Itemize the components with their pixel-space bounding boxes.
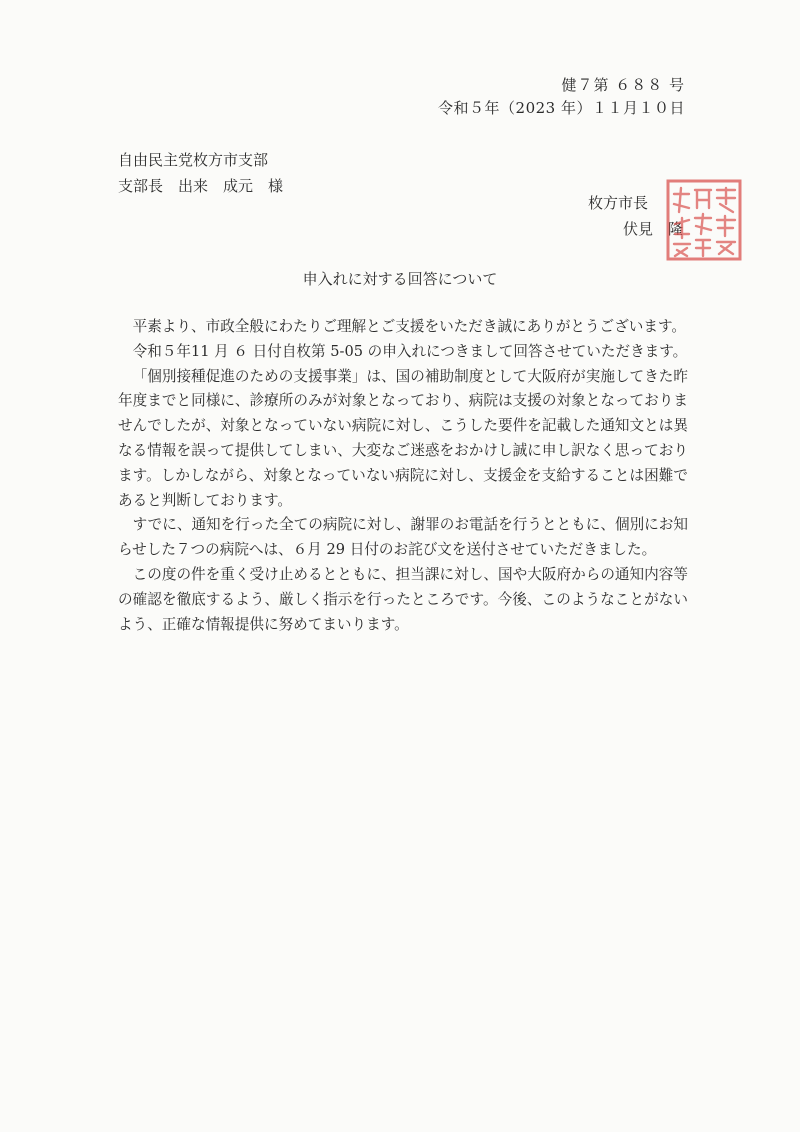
document-number: 健７第 ６８８ 号 [561,76,685,94]
sender-title: 枚方市長 [588,194,649,212]
subject-heading: 申入れに対する回答について [302,270,498,288]
document-date: 令和５年（2023 年）１１月１０日 [438,99,685,117]
official-seal-icon [665,178,743,262]
body-paragraph: 「個別接種促進のための支援事業」は、国の補助制度として大阪府が実施してきた昨年度までと同様に、診療所のみが対象となっており、病院は支援の対象となっておりませんでしたが、対象となっていない病院に対し、こうした要件を記載した通知文とは異なる情報を誤って提供してしまい、大変なご迷惑をおかけし誠に申し訳なく思っております。しかしながら、対象となっていない病院に対し、支援金を支給することは困難であると判断しております。 [118,367,688,509]
sender-name: 伏見 隆 [623,220,684,238]
recipient-block [118,147,283,199]
body-paragraph: 平素より、市政全般にわたりご理解とご支援をいただき誠にありがとうございます。 [132,318,686,335]
body-paragraph: 令和５年11 月 ６ 日付自枚第 5-05 の申入れにつきまして回答させていただきます。 [132,342,688,360]
body-paragraph: すでに、通知を行った全ての病院に対し、謝罪のお電話を行うとともに、個別にお知らせした７つの病院へは、６月 29 日付のお詫び文を送付させていただきました。 [118,516,688,559]
recipient-name: 支部長 出来 成元 様 [118,177,284,195]
letter-body [118,315,688,637]
recipient-organization: 自由民主党枚方市支部 [118,151,269,169]
body-paragraph: この度の件を重く受け止めるとともに、担当課に対し、国や大阪府からの通知内容等の確認を徹底するよう、厳しく指示を行ったところです。今後、このようなことがないよう、正確な情報提供に努めてまいります。 [118,565,688,633]
